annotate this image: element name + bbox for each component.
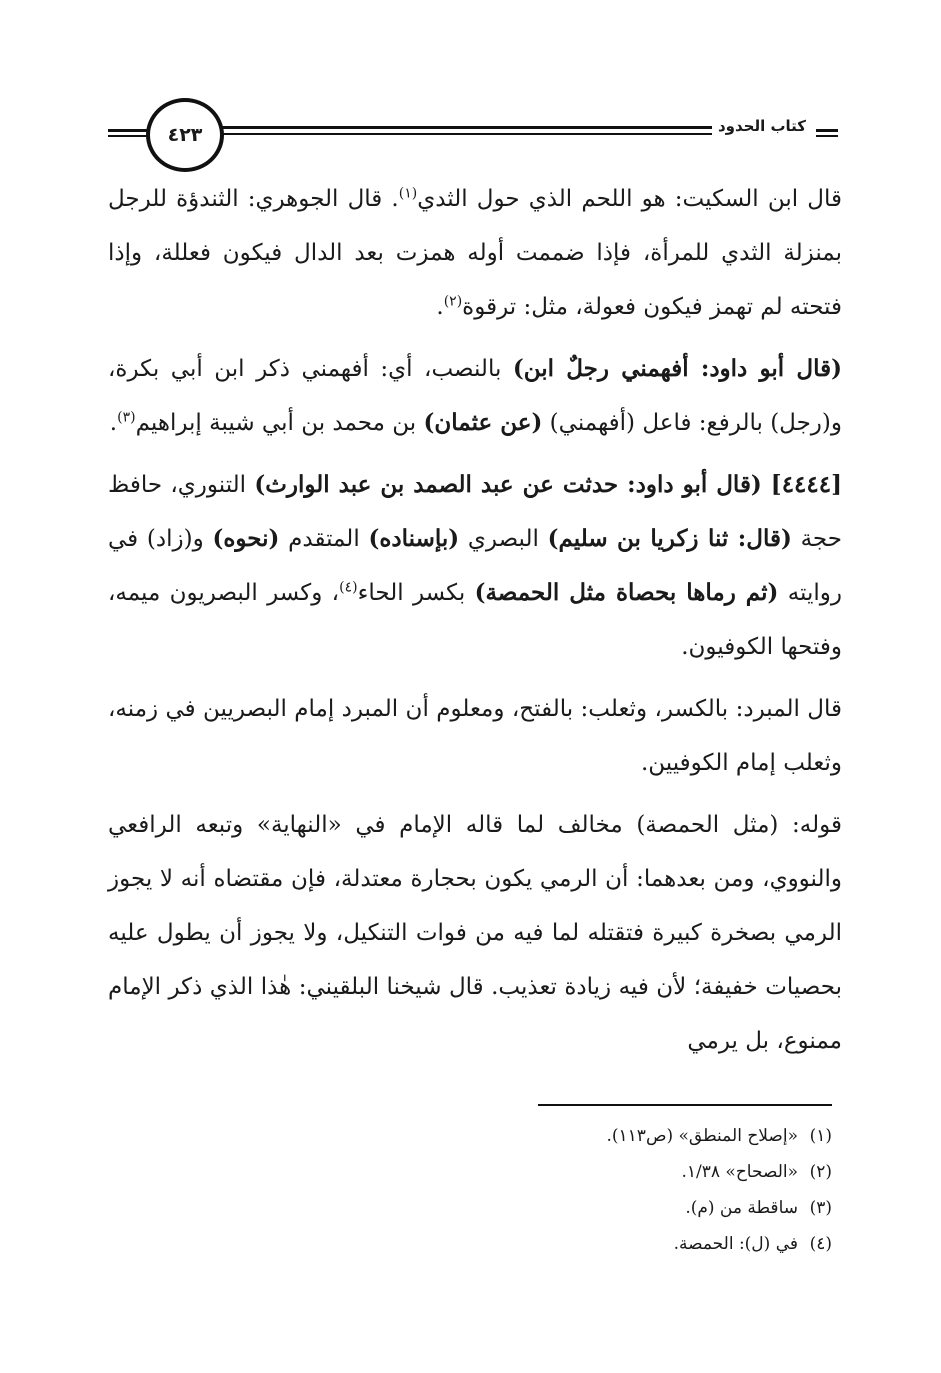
body-paragraph [108, 172, 842, 334]
footnote-text: في (ل): الحمصة. [673, 1234, 798, 1254]
footnotes [300, 1118, 832, 1262]
text-run: ، وكسر البصريون ميمه، وفتحها الكوفيون. [108, 580, 842, 660]
text-run: التنوري، حافظ حجة [108, 472, 842, 552]
footnote-divider [538, 1104, 832, 1106]
footnote-item [300, 1190, 832, 1226]
footnote-item [300, 1226, 832, 1262]
body-paragraph [108, 798, 842, 1068]
footnote-number: (١) [809, 1126, 832, 1146]
bold-text: (قال أبو داود: أفهمني رجلٌ ابن) [512, 355, 842, 382]
text-run: . [109, 410, 118, 436]
footnote-number: (٣) [809, 1198, 832, 1218]
footnote-text: «الصحاح» ١/٣٨. [681, 1162, 798, 1182]
footnote-item [300, 1154, 832, 1190]
text-run: . [436, 294, 444, 320]
body-paragraph [108, 342, 842, 450]
text-run: قوله: (مثل الحمصة) مخالف لما قاله الإمام في «النهاية» وتبعه الرافعي والنووي، ومن بعدهما: أن الرمي يكون بحجارة معتدلة، فإن مقتضاه أنه لا يجوز الرمي بصخرة كبيرة فتقتله لما فيه من فوات التنكيل، ولا يجوز أن يطول عليه بحصيات خفيفة؛ لأن فيه زيادة تعذيب. قال شيخنا البلقيني: هٰذا الذي ذكر الإمام ممنوع، بل يرمي [108, 812, 842, 1054]
bold-text: [٤٤٤٤] (قال أبو داود: حدثت عن عبد الصمد بن عبد الوارث) [254, 471, 842, 498]
page-number: ٤٢٣ [146, 98, 224, 172]
bold-text: (عن عثمان) [423, 409, 543, 436]
footnote-text: «إصلاح المنطق» (ص١١٣). [606, 1126, 798, 1146]
header-rule [216, 133, 712, 135]
footnote-ref: (٣) [117, 409, 136, 426]
footnote-ref: (٤) [339, 579, 358, 596]
text-run: قال ابن السكيت: هو اللحم الذي حول الثدي [417, 186, 842, 212]
bold-text: (بإسناده) [368, 525, 460, 552]
body-paragraph [108, 682, 842, 790]
text-run: قال المبرد: بالكسر، وثعلب: بالفتح، ومعلوم أن المبرد إمام البصريين في زمنه، وثعلب إمام الكوفيين. [108, 696, 842, 776]
footnote-item [300, 1118, 832, 1154]
main-text [108, 172, 842, 1076]
bold-text: (ثم رماها بحصاة مثل الحمصة) [474, 579, 779, 606]
bold-text: (نحوه) [212, 525, 280, 552]
text-run: بكسر الحاء [357, 580, 475, 606]
text-run: المتقدم [279, 526, 369, 552]
text-run: بالنصب، أي: أفهمني ذكر ابن أبي بكرة، و(رجل) بالرفع: فاعل (أفهمني) [108, 356, 842, 436]
footnote-ref: (١) [398, 185, 418, 202]
header-rule [216, 126, 712, 129]
page-header [108, 98, 838, 170]
running-title: كتاب الحدود [712, 117, 812, 135]
text-run: البصري [459, 526, 548, 552]
footnote-ref: (٢) [443, 293, 463, 310]
text-run: . قال الجوهري: الثندؤة للرجل بمنزلة الثدي للمرأة، فإذا ضممت أوله همزت بعد الدال فيكون فعللة، وإذا فتحته لم تهمز فيكون فعولة، مثل: ترقوة [108, 186, 842, 320]
body-paragraph [108, 458, 842, 674]
header-rule [816, 129, 838, 132]
text-run: بن محمد بن أبي شيبة إبراهيم [135, 410, 424, 436]
footnote-number: (٤) [809, 1234, 832, 1254]
text-run: و(زاد) في روايته [108, 526, 842, 606]
footnote-text: ساقطة من (م). [685, 1198, 798, 1218]
bold-text: (قال: ثنا زكريا بن سليم) [547, 525, 792, 552]
header-rule [816, 135, 838, 137]
footnote-number: (٢) [809, 1162, 832, 1182]
